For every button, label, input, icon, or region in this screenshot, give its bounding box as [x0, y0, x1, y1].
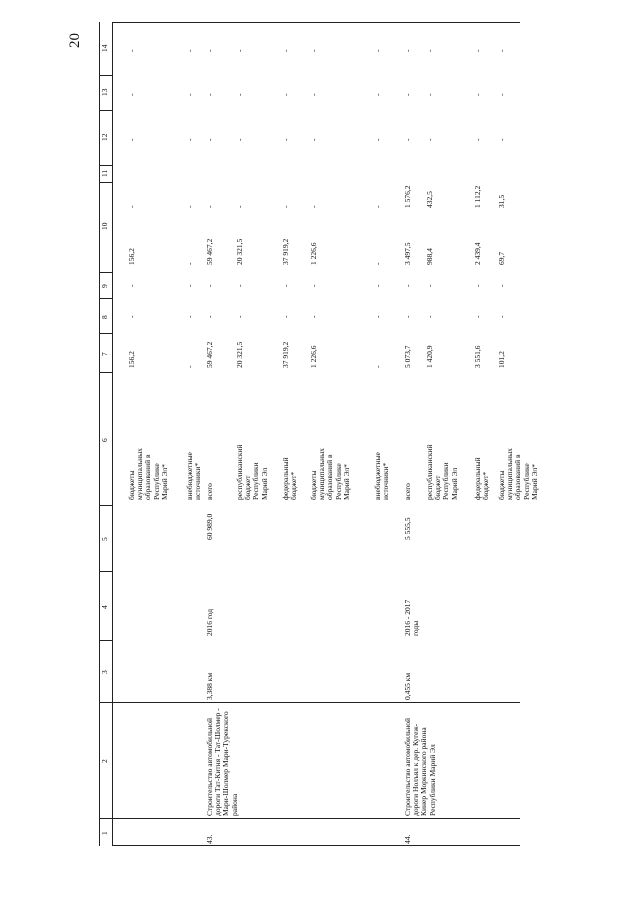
- value-col-8: -: [473, 315, 482, 318]
- value-col-10: 1 226,6: [309, 242, 318, 265]
- value-col-7: 37 919,2: [281, 341, 290, 368]
- value-col-11: -: [373, 205, 382, 208]
- column-header-number: 12: [100, 133, 109, 141]
- value-col-7: -: [185, 365, 194, 368]
- value-col-7: 156,2: [127, 351, 136, 368]
- value-col-10: 3 497,5: [403, 242, 412, 265]
- column-separator: [99, 165, 113, 166]
- funding-source: бюджеты муниципальных образований в Республике Марий Эл*: [309, 448, 351, 500]
- value-col-9: -: [235, 284, 244, 287]
- column-header-number: 5: [100, 537, 109, 541]
- value-col-7: 3 551,6: [473, 345, 482, 368]
- column-separator: [99, 372, 113, 373]
- value-col-14: -: [403, 49, 412, 52]
- column-header-number: 6: [100, 437, 109, 442]
- column-separator: [99, 818, 520, 819]
- value-col-11: -: [281, 205, 290, 208]
- value-col-12: -: [205, 138, 214, 141]
- estimated-cost: 60 989,0: [205, 513, 214, 540]
- value-col-10: 37 919,2: [281, 238, 290, 265]
- value-col-8: -: [425, 315, 434, 318]
- value-col-13: -: [403, 93, 412, 96]
- value-col-12: -: [403, 138, 412, 141]
- value-col-8: -: [403, 315, 412, 318]
- value-col-10: -: [373, 262, 382, 265]
- value-col-10: -: [185, 262, 194, 265]
- column-separator: [99, 571, 113, 572]
- page-number: 20: [67, 33, 83, 48]
- estimated-cost: 5 555,5: [403, 517, 412, 540]
- value-col-8: -: [373, 315, 382, 318]
- value-col-10: 2 439,4: [473, 242, 482, 265]
- value-col-9: -: [403, 284, 412, 287]
- value-col-13: -: [425, 93, 434, 96]
- column-header-number: 1: [100, 830, 109, 835]
- value-col-9: -: [473, 284, 482, 287]
- value-col-12: -: [497, 138, 506, 141]
- object-length: 3,388 км: [205, 672, 214, 700]
- value-col-14: -: [127, 49, 136, 52]
- value-col-11: -: [309, 205, 318, 208]
- value-col-10: 988,4: [425, 248, 434, 265]
- funding-source: федеральный бюджет*: [281, 457, 299, 500]
- implementation-period: 2016 год: [205, 608, 214, 636]
- value-col-7: 20 321,5: [235, 341, 244, 368]
- value-col-10: 69,7: [497, 251, 506, 265]
- value-col-9: -: [185, 284, 194, 287]
- value-col-11: -: [235, 205, 244, 208]
- value-col-9: -: [425, 284, 434, 287]
- funding-source: внебюджетные источники*: [373, 452, 391, 500]
- value-col-14: -: [185, 49, 194, 52]
- value-col-7: 59 467,2: [205, 341, 214, 368]
- value-col-12: -: [185, 138, 194, 141]
- funding-source: республиканский бюджет Республики Марий Эл: [235, 444, 269, 500]
- value-col-11: 1 576,2: [403, 185, 412, 208]
- value-col-11: -: [127, 205, 136, 208]
- column-separator: [99, 702, 520, 703]
- funding-source: федеральный бюджет*: [473, 457, 491, 500]
- value-col-13: -: [281, 93, 290, 96]
- value-col-8: -: [205, 315, 214, 318]
- value-col-14: -: [205, 49, 214, 52]
- column-separator: [99, 505, 113, 506]
- value-col-14: -: [497, 49, 506, 52]
- value-col-9: -: [205, 284, 214, 287]
- value-col-14: -: [425, 49, 434, 52]
- value-col-7: 1 420,9: [425, 345, 434, 368]
- column-header-number: 9: [100, 284, 109, 288]
- value-col-10: 20 321,5: [235, 238, 244, 265]
- value-col-12: -: [127, 138, 136, 141]
- funding-source: внебюджетные источники*: [185, 452, 203, 500]
- value-col-8: -: [497, 315, 506, 318]
- object-name: Строительство автомобильной дороги Тат-Китня - Тат-Шолмер - Мари-Шолмер Мари-Турекского района: [205, 708, 239, 816]
- funding-source: всего: [403, 483, 412, 500]
- column-separator: [99, 640, 113, 641]
- value-col-11: -: [185, 205, 194, 208]
- value-col-10: 59 467,2: [205, 238, 214, 265]
- value-col-14: -: [373, 49, 382, 52]
- value-col-8: -: [235, 315, 244, 318]
- value-col-8: -: [185, 315, 194, 318]
- value-col-8: -: [127, 315, 136, 318]
- value-col-8: -: [309, 315, 318, 318]
- value-col-11: 432,5: [425, 191, 434, 208]
- value-col-13: -: [185, 93, 194, 96]
- value-col-14: -: [473, 49, 482, 52]
- value-col-13: -: [497, 93, 506, 96]
- funding-source: всего: [205, 483, 214, 500]
- value-col-7: 101,2: [497, 351, 506, 368]
- value-col-11: -: [205, 205, 214, 208]
- column-header-number: 4: [100, 604, 109, 609]
- value-col-12: -: [281, 138, 290, 141]
- row-number: 43.: [205, 834, 214, 844]
- funding-source: бюджеты муниципальных образований в Республике Марий Эл*: [497, 448, 539, 500]
- object-length: 0,455 км: [403, 672, 412, 700]
- table-border-left: [112, 22, 113, 846]
- value-col-9: -: [127, 284, 136, 287]
- value-col-13: -: [205, 93, 214, 96]
- object-name: Строительство автомобильной дороги Нолъял к дер. Кугеж-Кинер Моркинского района Республики Марий Эл: [403, 717, 437, 816]
- value-col-14: -: [281, 49, 290, 52]
- table-border-top: [112, 22, 520, 23]
- column-header-number: 11: [100, 169, 109, 177]
- value-col-14: -: [309, 49, 318, 52]
- value-col-7: -: [373, 365, 382, 368]
- value-col-13: -: [473, 93, 482, 96]
- value-col-7: 1 226,6: [309, 345, 318, 368]
- value-col-12: -: [373, 138, 382, 141]
- value-col-13: -: [127, 93, 136, 96]
- value-col-9: -: [497, 284, 506, 287]
- column-separator: [99, 110, 113, 111]
- header-border: [99, 22, 100, 846]
- column-header-number: 7: [100, 351, 109, 356]
- column-separator: [99, 298, 113, 299]
- funding-source: бюджеты муниципальных образований в Республике Марий Эл*: [127, 448, 169, 500]
- value-col-12: -: [473, 138, 482, 141]
- column-separator: [99, 333, 113, 334]
- column-header-number: 3: [100, 670, 109, 674]
- value-col-11: 1 112,2: [473, 185, 482, 208]
- column-header-number: 10: [100, 222, 109, 230]
- funding-source: республиканский бюджет Республики Марий Эл: [425, 444, 459, 500]
- column-header-number: 13: [100, 88, 109, 96]
- column-separator: [99, 182, 113, 183]
- row-number: 44.: [403, 834, 412, 844]
- value-col-12: -: [425, 138, 434, 141]
- value-col-10: 156,2: [127, 248, 136, 265]
- implementation-period: 2016 - 2017 годы: [403, 599, 421, 636]
- column-header-number: 2: [100, 759, 109, 763]
- value-col-7: 5 073,7: [403, 345, 412, 368]
- value-col-13: -: [235, 93, 244, 96]
- column-header-number: 14: [100, 44, 109, 52]
- table-border-bottom: [112, 845, 520, 846]
- value-col-14: -: [235, 49, 244, 52]
- value-col-13: -: [373, 93, 382, 96]
- value-col-12: -: [235, 138, 244, 141]
- value-col-9: -: [309, 284, 318, 287]
- value-col-13: -: [309, 93, 318, 96]
- column-separator: [99, 272, 113, 273]
- value-col-12: -: [309, 138, 318, 141]
- value-col-11: 31,5: [497, 194, 506, 208]
- column-separator: [99, 75, 113, 76]
- value-col-8: -: [281, 315, 290, 318]
- value-col-9: -: [281, 284, 290, 287]
- column-header-number: 8: [100, 314, 109, 319]
- value-col-9: -: [373, 284, 382, 287]
